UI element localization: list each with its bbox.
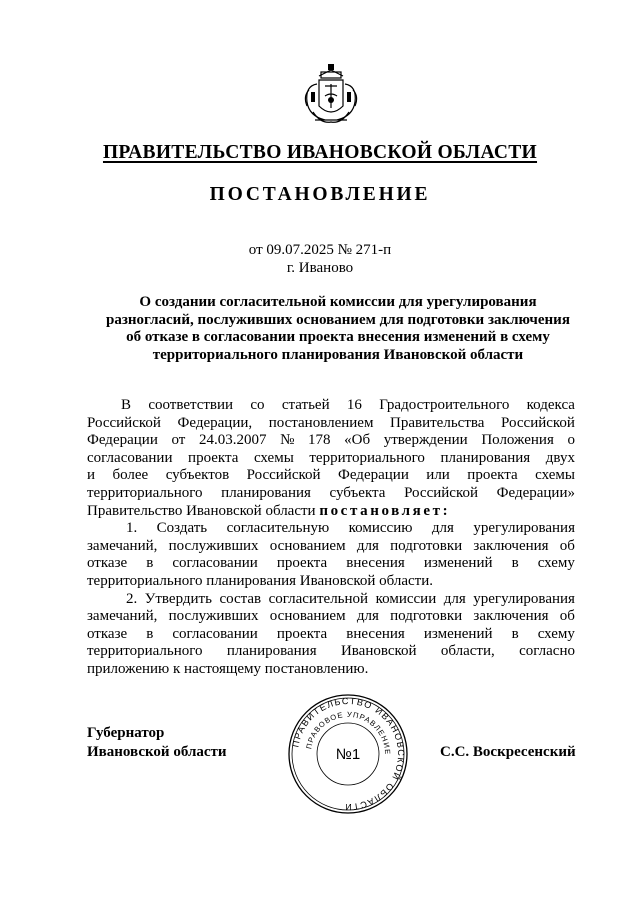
- body-word: Положения: [481, 432, 554, 449]
- body-word: изменений: [423, 555, 493, 572]
- body-word: Федерации»: [496, 484, 575, 501]
- body-line: территориального планирования Ивановской области.: [87, 572, 434, 589]
- body-word: для: [443, 590, 466, 607]
- body-word: согласительную: [226, 520, 330, 537]
- body-word: от: [171, 432, 186, 449]
- body-word: В: [121, 397, 132, 413]
- body-word: субъекта: [329, 484, 386, 501]
- body-line: [87, 450, 575, 468]
- body-word: статьей: [281, 397, 330, 413]
- body-word: схемы: [535, 467, 575, 484]
- body-word: или: [426, 467, 450, 484]
- body-word: области,: [440, 643, 495, 660]
- body-word: Российской: [87, 414, 161, 431]
- signatory-name: С.С. Воскресенский: [440, 744, 576, 760]
- body-word: кодекса: [526, 397, 575, 413]
- document-subject: [100, 294, 576, 364]
- body-word: более: [112, 467, 149, 484]
- body-line: [87, 626, 575, 644]
- body-word: для: [356, 608, 379, 625]
- body-word: послуживших: [168, 537, 259, 554]
- body-word: проекта: [276, 555, 328, 572]
- document-type: ПОСТАНОВЛЕНИЕ: [209, 184, 431, 205]
- body-word: послуживших: [168, 608, 259, 625]
- body-word: согласовании: [172, 555, 258, 572]
- body-word: территориального: [309, 449, 425, 466]
- body-word: комиссии: [375, 590, 437, 607]
- body-word: Российской: [501, 414, 575, 431]
- body-line: [87, 397, 575, 415]
- body-word: Федерации: [338, 467, 409, 484]
- body-word: внесения: [346, 555, 405, 572]
- stamp-number: №1: [335, 746, 361, 763]
- body-word: основанием: [269, 537, 346, 554]
- signatory-position-line: Ивановской области: [87, 744, 227, 760]
- body-word: территориального: [87, 643, 203, 660]
- body-word: Федерации,: [177, 414, 253, 431]
- body-word: согласовании: [87, 449, 173, 466]
- body-word: согласительной: [268, 590, 369, 607]
- body-word: со: [250, 397, 265, 413]
- body-word: №: [280, 432, 295, 449]
- body-word: об: [559, 608, 575, 625]
- stamp-inner-text: ПРАВОВОЕ УПРАВЛЕНИЕ: [304, 709, 393, 756]
- body-word: согласно: [519, 643, 575, 660]
- body-word: заключения: [473, 608, 549, 625]
- body-word: Федерации: [87, 432, 158, 449]
- body-word: 16: [346, 397, 362, 413]
- subject-line: об отказе в согласовании проекта внесения изменений в схему: [126, 329, 550, 346]
- body-word: основанием: [269, 608, 346, 625]
- body-line: [87, 555, 575, 573]
- body-word: схемы: [253, 449, 294, 466]
- body-line: [87, 591, 575, 609]
- body-word: Ивановской: [340, 643, 417, 660]
- subject-line: территориального планирования Ивановской области: [152, 346, 524, 363]
- body-word: «Об: [344, 432, 371, 449]
- body-word: в: [146, 555, 154, 572]
- body-word: подготовки: [390, 608, 463, 625]
- body-word: субъектов: [165, 467, 230, 484]
- document-date-number: от 09.07.2025 № 271-п: [248, 242, 392, 258]
- document-city: г. Иваново: [286, 260, 354, 276]
- body-word: проекта: [276, 625, 328, 642]
- resolution-keyword: постановляет: [319, 502, 443, 519]
- body-line: [87, 520, 575, 538]
- body-line: [87, 643, 575, 661]
- official-stamp: [286, 692, 410, 816]
- body-line: [87, 432, 575, 450]
- body-word: состав: [219, 590, 262, 607]
- body-line: [87, 608, 575, 626]
- body-word: в: [511, 625, 519, 642]
- body-word: территориального: [87, 484, 203, 501]
- body-word: заключения: [473, 537, 549, 554]
- body-word: подготовки: [390, 537, 463, 554]
- body-word: 1.: [126, 520, 138, 537]
- body-word: проекта: [188, 449, 239, 466]
- body-word: Российской: [404, 484, 479, 501]
- body-word: 2.: [126, 590, 138, 607]
- organization-title: ПРАВИТЕЛЬСТВО ИВАНОВСКОЙ ОБЛАСТИ: [102, 142, 538, 163]
- body-word: в: [146, 625, 154, 642]
- body-word: Правительства: [390, 414, 485, 431]
- body-word: изменений: [423, 625, 493, 642]
- body-word: двух: [545, 449, 575, 466]
- body-line: [87, 485, 575, 503]
- body-word: урегулирования: [473, 590, 575, 607]
- resolution-colon: :: [442, 502, 448, 519]
- body-word: для: [431, 520, 454, 537]
- body-word: согласовании: [172, 625, 258, 642]
- stamp-outer-text: ПРАВИТЕЛЬСТВО ИВАНОВСКОЙ ОБЛАСТИ: [290, 695, 407, 813]
- body-word: Утвердить: [144, 590, 212, 607]
- signatory-position-line: Губернатор: [87, 725, 165, 741]
- body-line: [87, 503, 575, 521]
- coat-of-arms-icon: [295, 62, 367, 130]
- body-word: отказе: [87, 625, 128, 642]
- body-word: замечаний,: [87, 537, 158, 554]
- body-word: внесения: [346, 625, 405, 642]
- body-word: Создать: [156, 520, 208, 537]
- body-word: о: [567, 432, 575, 449]
- subject-line: О создании согласительной комиссии для урегулирования: [139, 294, 537, 310]
- body-word: 178: [308, 432, 331, 449]
- body-text: Правительство Ивановской области: [87, 502, 320, 519]
- body-word: Российской: [246, 467, 321, 484]
- body-line: приложению к настоящему постановлению.: [87, 660, 369, 677]
- body-word: схему: [537, 625, 575, 642]
- body-word: схему: [537, 555, 575, 572]
- body-word: соответствии: [148, 397, 234, 413]
- body-line: [87, 467, 575, 485]
- body-word: планирования: [440, 449, 531, 466]
- body-word: для: [356, 537, 379, 554]
- body-word: отказе: [87, 555, 128, 572]
- subject-line: разногласий, послуживших основанием для подготовки заключения: [106, 311, 570, 328]
- body-word: и: [87, 467, 96, 484]
- body-word: урегулирования: [473, 520, 575, 537]
- document-body: [87, 397, 575, 679]
- body-word: планирования: [226, 643, 317, 660]
- body-word: планирования: [221, 484, 311, 501]
- body-word: проекта: [467, 467, 518, 484]
- body-word: об: [559, 537, 575, 554]
- body-line: [87, 538, 575, 556]
- signatory-position: [87, 724, 227, 762]
- body-word: в: [511, 555, 519, 572]
- body-word: утверждении: [383, 432, 468, 449]
- body-word: Градостроительного: [379, 397, 510, 413]
- body-line: [87, 415, 575, 433]
- body-word: замечаний,: [87, 608, 158, 625]
- body-word: комиссию: [348, 520, 413, 537]
- body-word: постановлением: [268, 414, 374, 431]
- body-word: 24.03.2007: [198, 432, 267, 449]
